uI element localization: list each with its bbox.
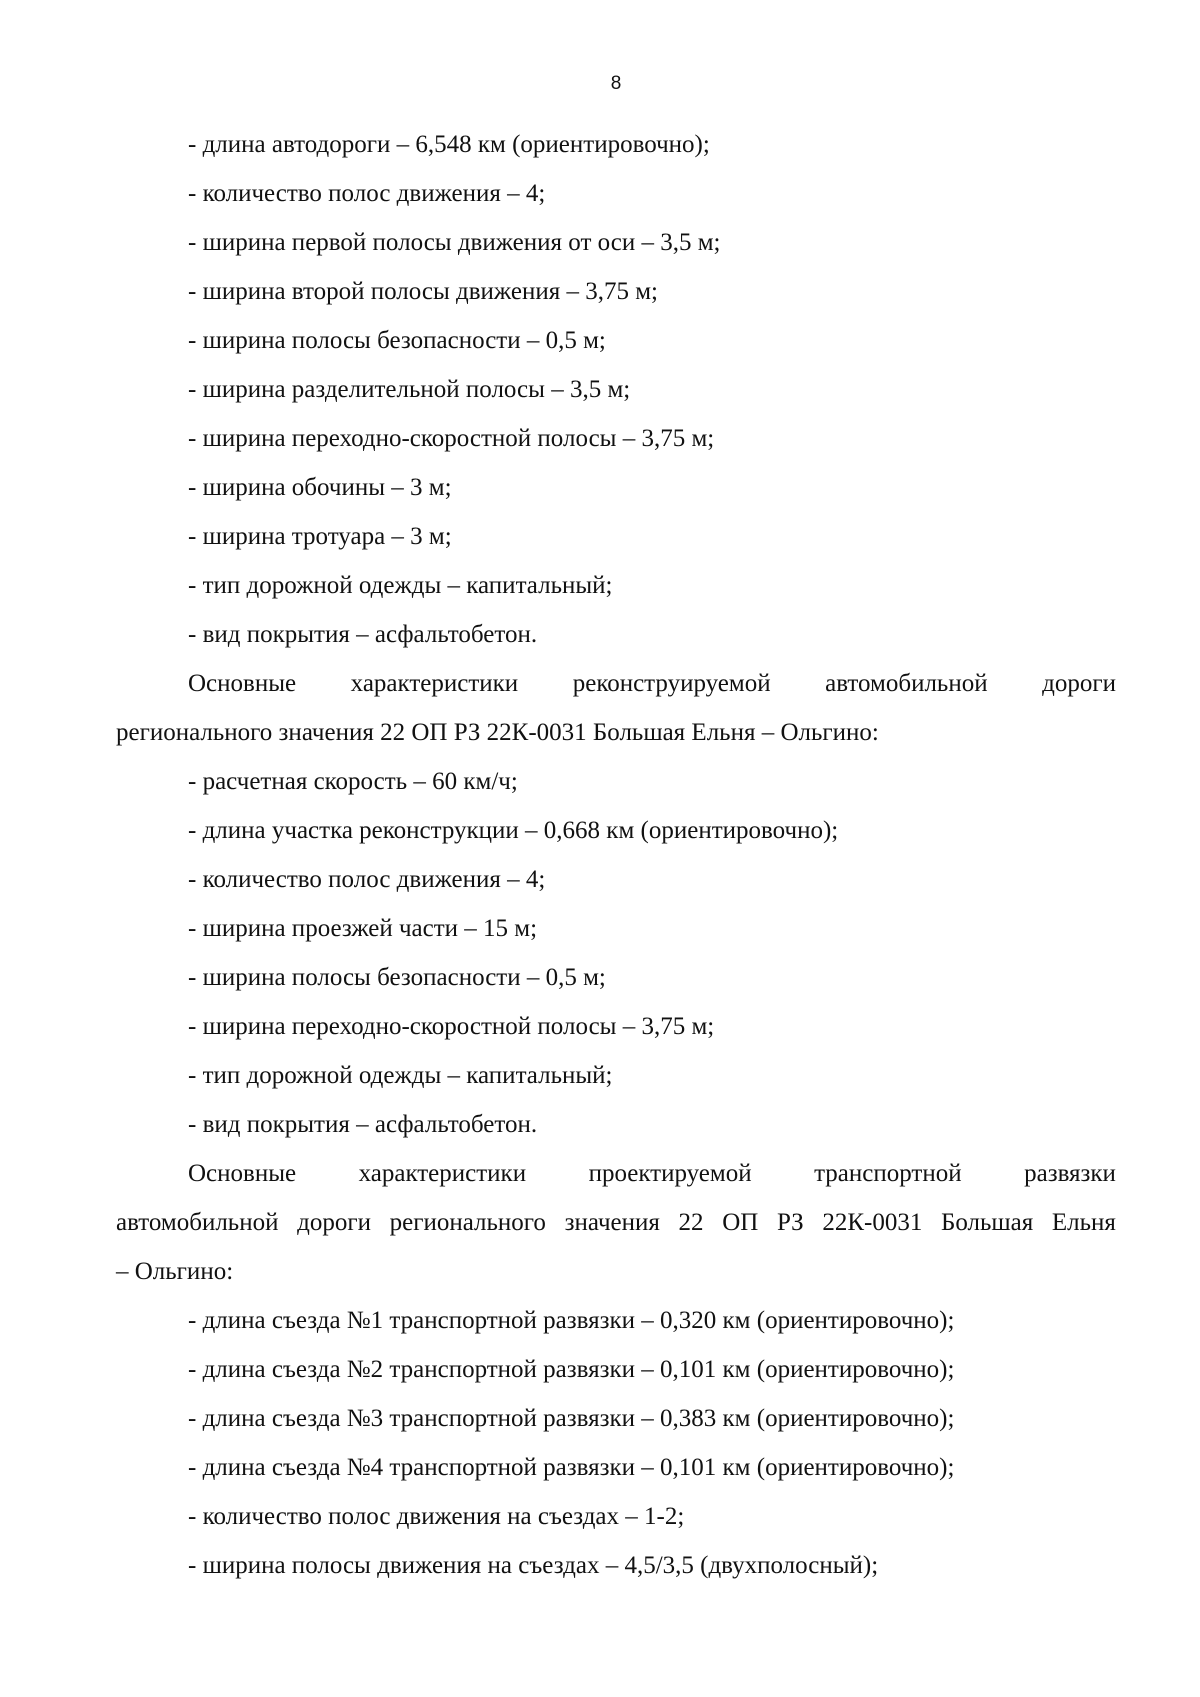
page-number: 8 <box>610 73 622 94</box>
paragraph-first-line <box>116 1149 1116 1198</box>
word: развязки <box>1024 1160 1116 1187</box>
list-item: - ширина обочины – 3 м; <box>188 474 452 501</box>
list-item: - ширина проезжей части – 15 м; <box>188 915 538 942</box>
list-item: - расчетная скорость – 60 км/ч; <box>188 768 518 795</box>
list-item: - количество полос движения – 4; <box>188 866 546 893</box>
list-item: - ширина переходно-скоростной полосы – 3,75 м; <box>188 1013 715 1040</box>
list-item: - количество полос движения на съездах – 1-2; <box>188 1503 685 1530</box>
word: 22К-0031 <box>822 1209 923 1236</box>
list-item: - тип дорожной одежды – капитальный; <box>188 572 613 599</box>
word: 22 <box>678 1209 704 1236</box>
reconstructed-road-list <box>116 757 1116 1149</box>
word: проектируемой <box>588 1160 752 1187</box>
list-item: - количество полос движения – 4; <box>188 180 546 207</box>
list-item: - ширина первой полосы движения от оси – 3,5 м; <box>188 229 721 256</box>
list-item: - ширина полосы движения на съездах – 4,5/3,5 (двухполосный); <box>188 1552 879 1579</box>
word: дороги <box>297 1209 371 1236</box>
list-item: - длина съезда №4 транспортной развязки – 0,101 км (ориентировочно); <box>188 1454 955 1481</box>
paragraph-line: – Ольгино: <box>116 1258 234 1285</box>
word: ОП <box>722 1209 759 1236</box>
list-item: - вид покрытия – асфальтобетон. <box>188 621 538 648</box>
reconstructed-road-paragraph <box>116 659 1116 757</box>
interchange-paragraph <box>116 1149 1116 1296</box>
word: транспортной <box>814 1160 962 1187</box>
word: Ельня <box>1051 1209 1116 1236</box>
list-item: - вид покрытия – асфальтобетон. <box>188 1111 538 1138</box>
interchange-list <box>116 1296 1116 1590</box>
word: Основные <box>188 670 297 697</box>
list-item: - длина автодороги – 6,548 км (ориентировочно); <box>188 131 710 158</box>
list-item: - ширина полосы безопасности – 0,5 м; <box>188 327 606 354</box>
word: автомобильной <box>825 670 988 697</box>
list-item: - длина участка реконструкции – 0,668 км (ориентировочно); <box>188 817 839 844</box>
list-item: - ширина второй полосы движения – 3,75 м; <box>188 278 658 305</box>
paragraph-line: регионального значения 22 ОП РЗ 22К-0031 Большая Ельня – Ольгино: <box>116 719 879 746</box>
word: дороги <box>1042 670 1116 697</box>
list-item: - ширина разделительной полосы – 3,5 м; <box>188 376 631 403</box>
paragraph-first-line <box>116 659 1116 708</box>
document-body <box>116 120 1116 1590</box>
list-item: - длина съезда №2 транспортной развязки – 0,101 км (ориентировочно); <box>188 1356 955 1383</box>
word: Основные <box>188 1160 297 1187</box>
word: Большая <box>941 1209 1034 1236</box>
word: характеристики <box>358 1160 527 1187</box>
list-item: - длина съезда №3 транспортной развязки – 0,383 км (ориентировочно); <box>188 1405 955 1432</box>
list-item: - длина съезда №1 транспортной развязки – 0,320 км (ориентировочно); <box>188 1307 955 1334</box>
list-item: - тип дорожной одежды – капитальный; <box>188 1062 613 1089</box>
road-characteristics-list <box>116 120 1116 659</box>
list-item: - ширина переходно-скоростной полосы – 3,75 м; <box>188 425 715 452</box>
paragraph-line <box>116 1198 1116 1247</box>
word: реконструируемой <box>572 670 771 697</box>
word: автомобильной <box>116 1209 279 1236</box>
word: РЗ <box>776 1209 804 1236</box>
list-item: - ширина тротуара – 3 м; <box>188 523 452 550</box>
word: значения <box>564 1209 660 1236</box>
word: регионального <box>389 1209 546 1236</box>
list-item: - ширина полосы безопасности – 0,5 м; <box>188 964 606 991</box>
word: характеристики <box>350 670 519 697</box>
